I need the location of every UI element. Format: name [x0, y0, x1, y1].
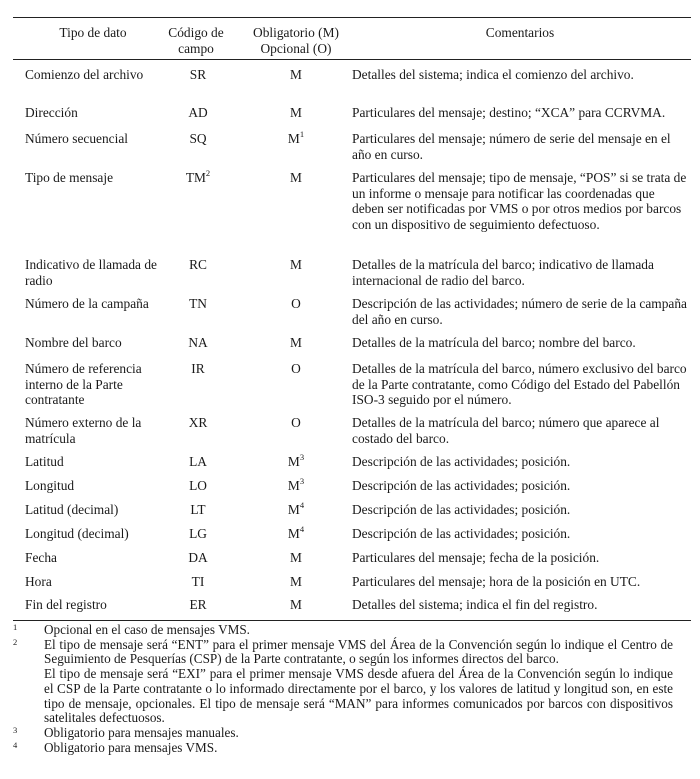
cell-obligatorio: [251, 296, 341, 312]
cell-tipo-de-dato: Latitud: [25, 454, 64, 469]
obligatorio-value: O: [291, 296, 301, 311]
cell-tipo-de-dato: Nombre del barco: [25, 335, 122, 350]
cell-tipo-de-dato: Indicativo de llamada de radio: [25, 257, 157, 288]
cell-codigo: [158, 526, 238, 542]
codigo-value: TI: [191, 574, 205, 589]
header-comentarios: Comentarios: [485, 25, 555, 40]
cell-comentarios: Detalles del sistema; indica el fin del registro.: [352, 597, 598, 612]
obligatorio-value: M: [287, 478, 300, 493]
obligatorio-value: O: [291, 361, 301, 376]
obligatorio-value: M: [290, 550, 302, 565]
codigo-value: TM: [185, 170, 206, 185]
cell-codigo: [158, 296, 238, 312]
cell-obligatorio: [251, 128, 341, 147]
cell-comentarios: Detalles del sistema; indica el comienzo del archivo.: [352, 67, 634, 82]
cell-tipo-de-dato: Comienzo del archivo: [25, 67, 144, 82]
cell-codigo: [158, 131, 238, 147]
cell-codigo: [158, 335, 238, 351]
obligatorio-value: M: [287, 502, 300, 517]
cell-comentarios: Detalles de la matrícula del barco; nombre del barco.: [352, 335, 636, 350]
cell-obligatorio: [251, 475, 341, 494]
cell-comentarios: Descripción de las actividades; posición.: [352, 526, 571, 541]
cell-codigo: [158, 257, 238, 273]
obligatorio-value: M: [287, 526, 300, 541]
cell-codigo: [158, 550, 238, 566]
footnote-ref: 3: [299, 451, 305, 462]
cell-comentarios: Detalles de la matrícula del barco; número que aparece al costado del barco.: [352, 415, 660, 446]
cell-comentarios: Particulares del mensaje; tipo de mensaje, “POS” si se trata de un informe o mensaje para notificar las coordenadas que deben ser notificadas por VMS o por otros medios por barcos con un dispositivo de seguimiento defectuoso.: [352, 170, 687, 232]
header-obligatorio-opcional: Obligatorio (M) Opcional (O): [253, 25, 339, 56]
obligatorio-value: M: [290, 105, 302, 120]
obligatorio-value: O: [291, 415, 301, 430]
obligatorio-value: M: [287, 454, 300, 469]
cell-obligatorio: [251, 550, 341, 566]
obligatorio-value: M: [287, 131, 300, 146]
codigo-value: LA: [189, 454, 207, 469]
cell-codigo: [158, 502, 238, 518]
cell-obligatorio: [251, 361, 341, 377]
cell-codigo: [158, 415, 238, 431]
cell-comentarios: Descripción de las actividades; posición.: [352, 502, 571, 517]
codigo-value: XR: [188, 415, 208, 430]
cell-tipo-de-dato: Fecha: [25, 550, 57, 565]
footnote: [13, 726, 673, 741]
cell-obligatorio: [251, 170, 341, 186]
footnote-text: El tipo de mensaje será “ENT” para el primer mensaje VMS del Área de la Convención según lo indique el Centro de Seguimiento de Pesquerías (CSP) de la Parte contratante, o según los informes directos del barco.: [44, 636, 673, 667]
footnote-text: El tipo de mensaje será “EXI” para el primer mensaje VMS desde afuera del Área de la Convención según lo indique el CSP de la Parte contratante o lo informado directamente por el barco, y los valores de latitud y longitud son, en este tipo de mensaje, opcionales. El tipo de mensaje será “MAN” para informes comunicados por barcos con dispositivos satelitales defectuosos.: [44, 666, 673, 726]
footnote: [13, 638, 673, 667]
codigo-value: DA: [188, 550, 208, 565]
cell-comentarios: Descripción de las actividades; posición.: [352, 454, 571, 469]
footnote-ref: 4: [299, 523, 305, 534]
codigo-value: ER: [189, 597, 207, 612]
footnote-text: Obligatorio para mensajes manuales.: [44, 724, 239, 740]
cell-codigo: [158, 597, 238, 613]
cell-obligatorio: [251, 597, 341, 613]
cell-obligatorio: [251, 574, 341, 590]
header-rule: [13, 59, 691, 60]
footnote-ref: 3: [299, 475, 305, 486]
cell-tipo-de-dato: Número secuencial: [25, 131, 128, 146]
cell-tipo-de-dato: Longitud: [25, 478, 75, 493]
obligatorio-value: M: [290, 257, 302, 272]
footnote-ref: 4: [299, 499, 305, 510]
cell-codigo: [158, 478, 238, 494]
cell-obligatorio: [251, 67, 341, 83]
cell-tipo-de-dato: Latitud (decimal): [25, 502, 119, 517]
cell-comentarios: Detalles de la matrícula del barco, número exclusivo del barco de la Parte contratante, como Código del Estado del Pabellón ISO-3 seguido por el número.: [352, 361, 687, 407]
codigo-value: LO: [189, 478, 207, 493]
cell-tipo-de-dato: Número externo de la matrícula: [25, 415, 142, 446]
codigo-value: LG: [189, 526, 207, 541]
cell-tipo-de-dato: Número de la campaña: [25, 296, 149, 311]
cell-codigo: [158, 105, 238, 121]
footnote-mark: 2: [13, 636, 18, 647]
cell-tipo-de-dato: Dirección: [25, 105, 78, 120]
cell-codigo: [158, 454, 238, 470]
table-bottom-rule: [13, 620, 691, 621]
cell-tipo-de-dato: Fin del registro: [25, 597, 107, 612]
cell-tipo-de-dato: Tipo de mensaje: [25, 170, 114, 185]
cell-obligatorio: [251, 105, 341, 121]
table-top-rule: [13, 17, 691, 18]
footnote-ref: 2: [205, 167, 211, 178]
cell-codigo: [158, 361, 238, 377]
codigo-value: SQ: [189, 131, 207, 146]
cell-obligatorio: [251, 335, 341, 351]
footnote-mark: 3: [13, 724, 18, 735]
obligatorio-value: M: [290, 170, 302, 185]
cell-comentarios: Particulares del mensaje; número de serie del mensaje en el año en curso.: [352, 131, 671, 162]
codigo-value: IR: [191, 361, 205, 376]
cell-codigo: [158, 167, 238, 186]
codigo-value: SR: [189, 67, 207, 82]
cell-codigo: [158, 67, 238, 83]
cell-obligatorio: [251, 451, 341, 470]
cell-comentarios: Particulares del mensaje; hora de la posición en UTC.: [352, 574, 641, 589]
codigo-value: TN: [189, 296, 207, 311]
cell-codigo: [158, 574, 238, 590]
cell-tipo-de-dato: Número de referencia interno de la Parte contratante: [25, 361, 142, 407]
cell-obligatorio: [251, 257, 341, 273]
codigo-value: AD: [188, 105, 208, 120]
footnote: [13, 667, 673, 726]
header-codigo-de-campo: Código de campo: [168, 25, 224, 56]
cell-comentarios: Descripción de las actividades; posición.: [352, 478, 571, 493]
header-tipo-de-dato: Tipo de dato: [59, 25, 127, 40]
cell-obligatorio: [251, 499, 341, 518]
codigo-value: NA: [188, 335, 208, 350]
footnote-ref: 1: [299, 128, 305, 139]
footnote: [13, 623, 673, 638]
footnote-text: Obligatorio para mensajes VMS.: [44, 739, 218, 755]
cell-tipo-de-dato: Hora: [25, 574, 52, 589]
footnote-text: Opcional en el caso de mensajes VMS.: [44, 622, 250, 637]
cell-comentarios: Particulares del mensaje; fecha de la posición.: [352, 550, 600, 565]
cell-tipo-de-dato: Longitud (decimal): [25, 526, 129, 541]
footnote-mark: 1: [13, 622, 18, 632]
footnotes: [13, 623, 673, 755]
codigo-value: RC: [189, 257, 207, 272]
cell-comentarios: Descripción de las actividades; número de serie de la campaña del año en curso.: [352, 296, 687, 327]
codigo-value: LT: [190, 502, 206, 517]
cell-comentarios: Particulares del mensaje; destino; “XCA” para CCRVMA.: [352, 105, 666, 120]
footnote: [13, 741, 673, 756]
cell-obligatorio: [251, 415, 341, 431]
obligatorio-value: M: [290, 597, 302, 612]
footnote-mark: 4: [13, 739, 18, 750]
cell-obligatorio: [251, 523, 341, 542]
cell-comentarios: Detalles de la matrícula del barco; indicativo de llamada internacional de radio del barco.: [352, 257, 654, 288]
obligatorio-value: M: [290, 335, 302, 350]
obligatorio-value: M: [290, 67, 302, 82]
obligatorio-value: M: [290, 574, 302, 589]
